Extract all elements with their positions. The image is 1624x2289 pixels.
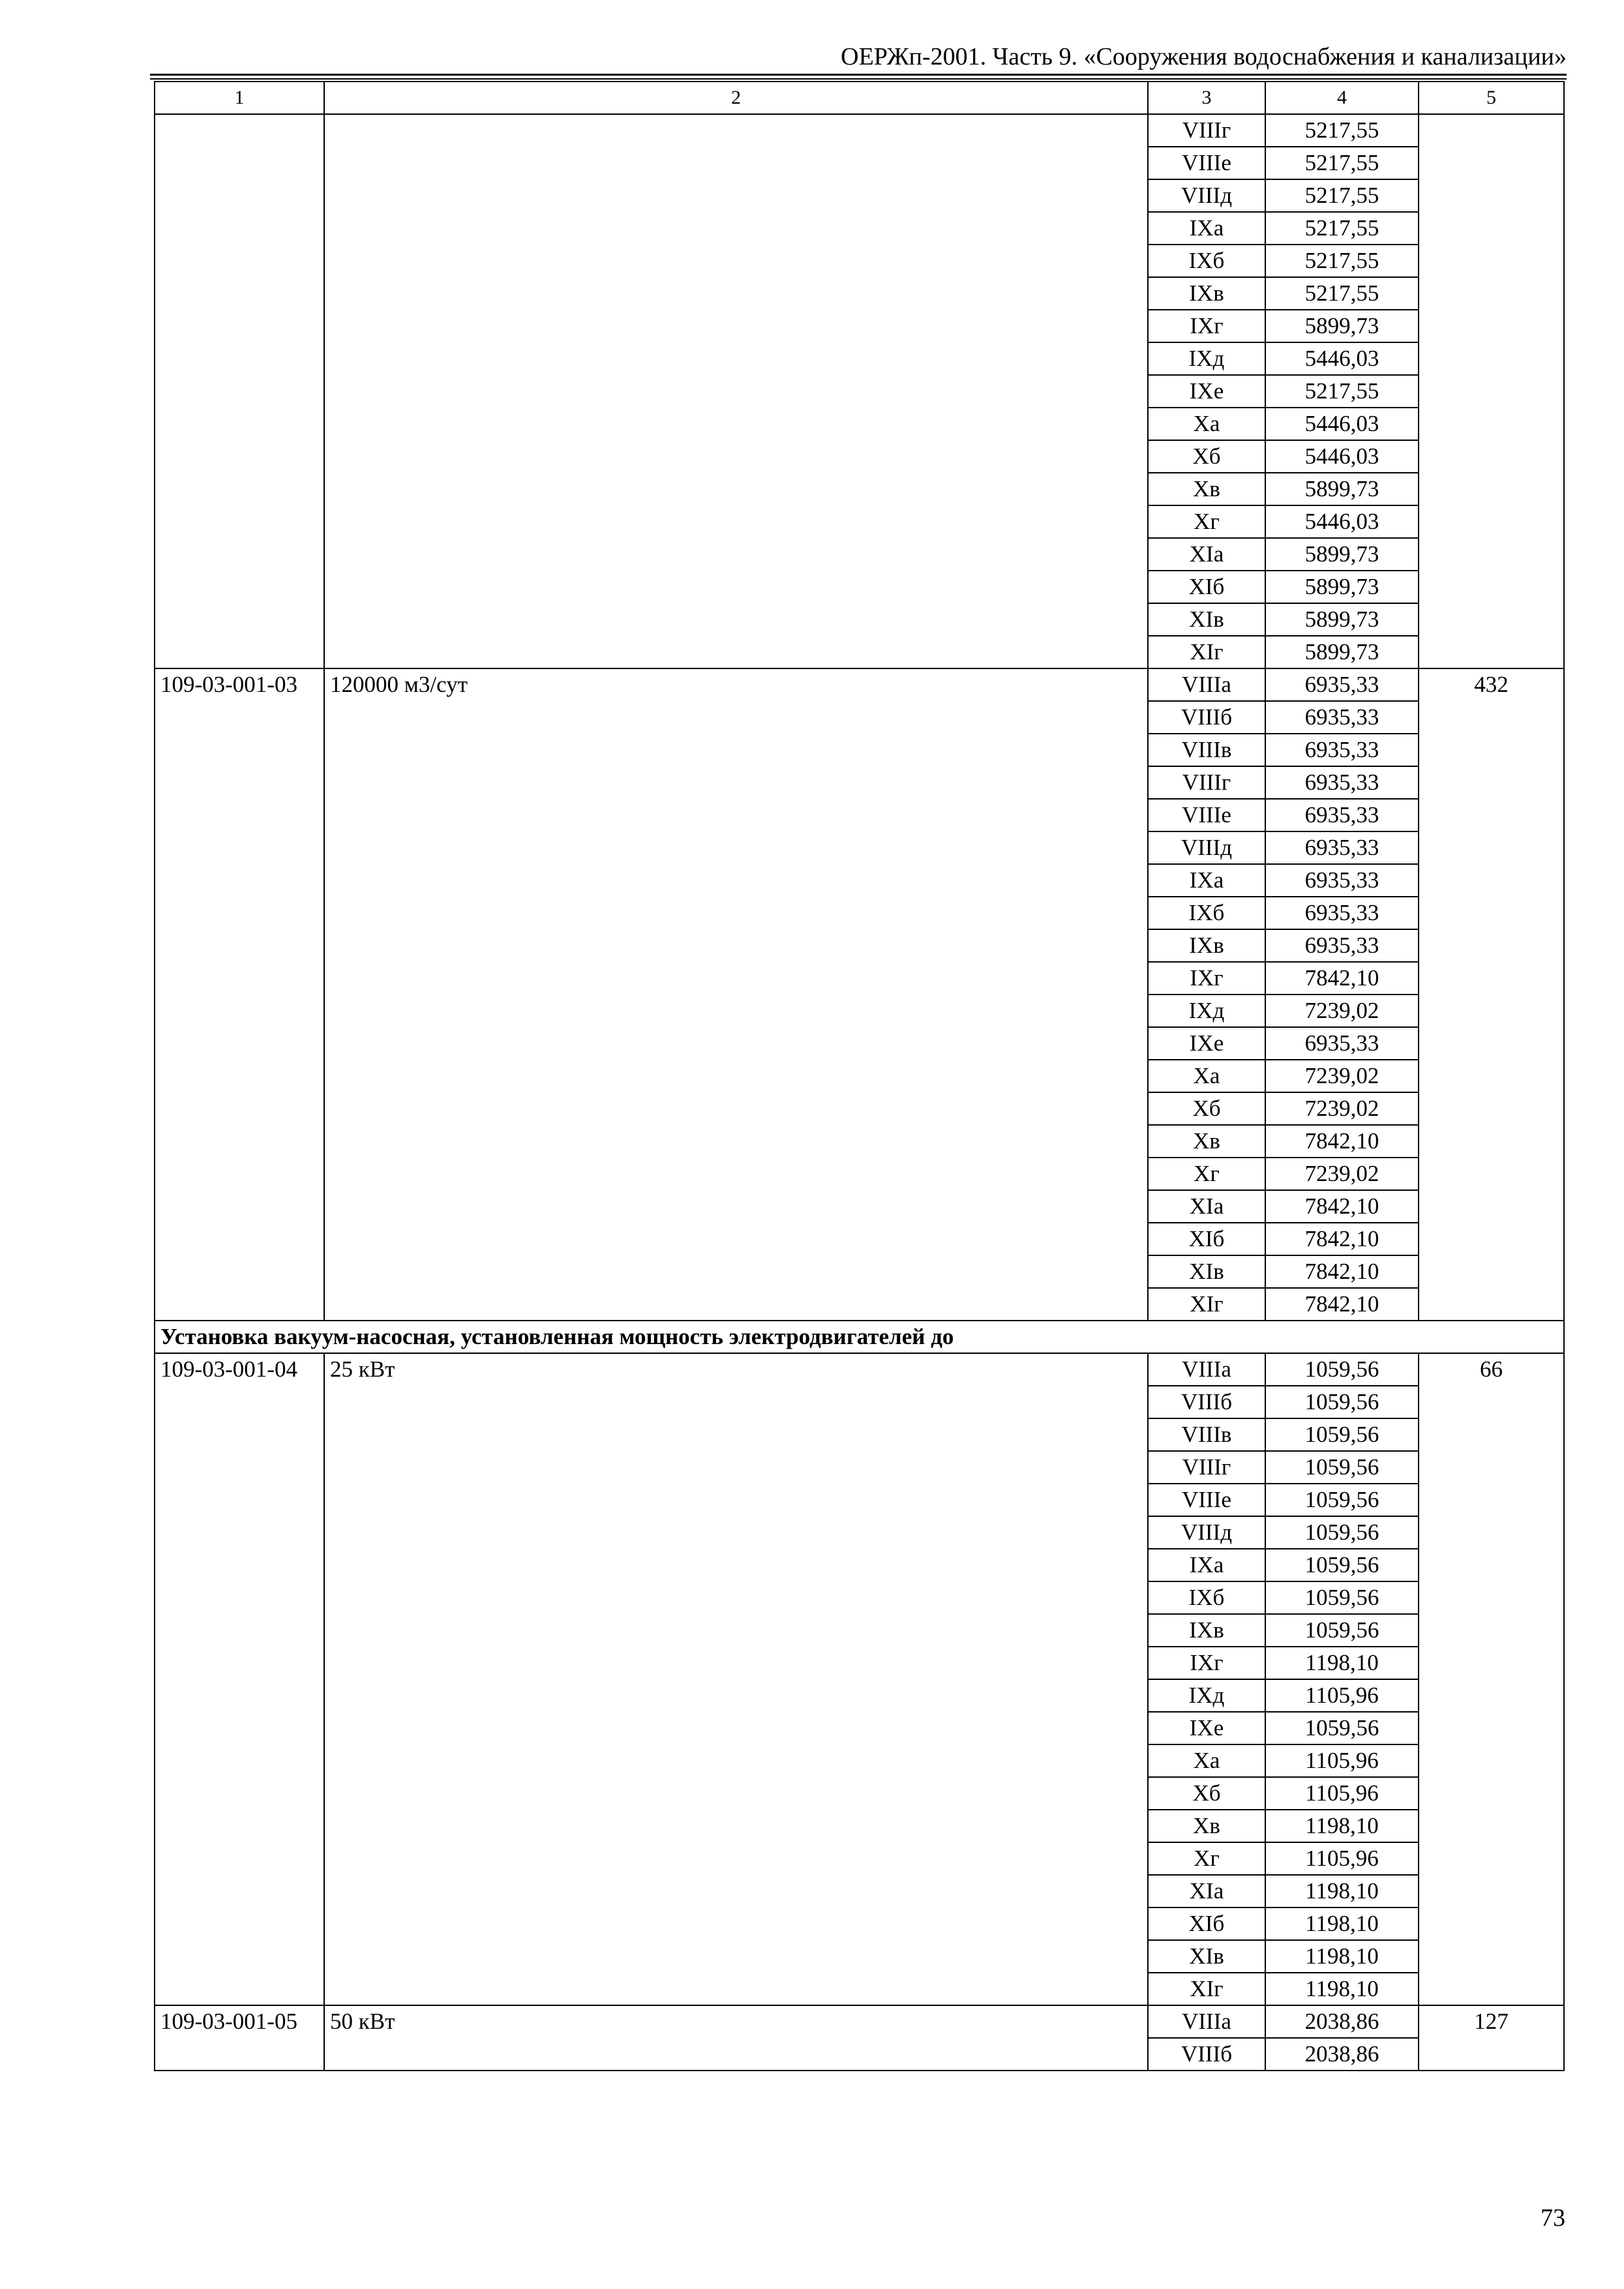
zone-cell: IXб xyxy=(1148,897,1265,929)
zone-cell: XIа xyxy=(1148,1875,1265,1908)
price-cell: 6935,33 xyxy=(1265,1027,1419,1060)
price-cell: 1059,56 xyxy=(1265,1484,1419,1516)
price-cell: 5217,55 xyxy=(1265,245,1419,277)
price-cell: 1198,10 xyxy=(1265,1875,1419,1908)
item-description xyxy=(324,114,1148,668)
page-header: ОЕРЖп-2001. Часть 9. «Сооружения водоснабжения и канализации» xyxy=(841,43,1567,70)
price-cell: 1105,96 xyxy=(1265,1679,1419,1712)
column5-value: 127 xyxy=(1419,2005,1564,2071)
price-cell: 1198,10 xyxy=(1265,1973,1419,2005)
zone-cell: IXв xyxy=(1148,277,1265,310)
price-cell: 1059,56 xyxy=(1265,1581,1419,1614)
column-number: 4 xyxy=(1265,82,1419,114)
item-code: 109-03-001-04 xyxy=(155,1353,324,2005)
column-number: 1 xyxy=(155,82,324,114)
price-cell: 6935,33 xyxy=(1265,734,1419,766)
zone-cell: XIг xyxy=(1148,1288,1265,1321)
price-cell: 7842,10 xyxy=(1265,962,1419,995)
price-cell: 6935,33 xyxy=(1265,668,1419,701)
price-cell: 5217,55 xyxy=(1265,179,1419,212)
price-cell: 1059,56 xyxy=(1265,1386,1419,1418)
zone-cell: Xа xyxy=(1148,408,1265,440)
zone-cell: IXг xyxy=(1148,310,1265,342)
zone-cell: IXе xyxy=(1148,1712,1265,1744)
zone-cell: VIIIв xyxy=(1148,734,1265,766)
zone-cell: Xб xyxy=(1148,1777,1265,1810)
zone-cell: IXд xyxy=(1148,342,1265,375)
zone-cell: VIIIг xyxy=(1148,114,1265,147)
price-cell: 1059,56 xyxy=(1265,1353,1419,1386)
page-number: 73 xyxy=(1541,2204,1565,2232)
price-cell: 1059,56 xyxy=(1265,1516,1419,1549)
price-cell: 1059,56 xyxy=(1265,1614,1419,1647)
table-row xyxy=(155,1353,1564,1386)
zone-cell: VIIIг xyxy=(1148,766,1265,799)
price-cell: 7842,10 xyxy=(1265,1255,1419,1288)
price-cell: 5446,03 xyxy=(1265,440,1419,473)
price-cell: 1198,10 xyxy=(1265,1908,1419,1940)
price-cell: 7842,10 xyxy=(1265,1190,1419,1223)
zone-cell: Xг xyxy=(1148,505,1265,538)
zone-cell: IXд xyxy=(1148,1679,1265,1712)
item-code: 109-03-001-05 xyxy=(155,2005,324,2071)
zone-cell: Xв xyxy=(1148,1125,1265,1158)
column-number: 2 xyxy=(324,82,1148,114)
price-cell: 5899,73 xyxy=(1265,310,1419,342)
price-cell: 1059,56 xyxy=(1265,1451,1419,1484)
price-cell: 7842,10 xyxy=(1265,1223,1419,1255)
price-cell: 7842,10 xyxy=(1265,1125,1419,1158)
zone-cell: XIг xyxy=(1148,1973,1265,2005)
section-title: Установка вакуум-насосная, установленная мощность электродвигателей до xyxy=(155,1321,1564,1353)
price-cell: 1105,96 xyxy=(1265,1842,1419,1875)
zone-cell: XIа xyxy=(1148,538,1265,571)
zone-cell: IXа xyxy=(1148,212,1265,245)
item-description: 120000 м3/сут xyxy=(324,668,1148,1321)
zone-cell: IXв xyxy=(1148,1614,1265,1647)
zone-cell: VIIIе xyxy=(1148,147,1265,179)
zone-cell: Xа xyxy=(1148,1744,1265,1777)
price-cell: 7239,02 xyxy=(1265,995,1419,1027)
price-cell: 5899,73 xyxy=(1265,473,1419,505)
price-cell: 2038,86 xyxy=(1265,2038,1419,2071)
item-code xyxy=(155,114,324,668)
zone-cell: VIIIб xyxy=(1148,701,1265,734)
zone-cell: VIIIд xyxy=(1148,1516,1265,1549)
item-description: 50 кВт xyxy=(324,2005,1148,2071)
price-cell: 1059,56 xyxy=(1265,1712,1419,1744)
zone-cell: Xа xyxy=(1148,1060,1265,1092)
price-cell: 6935,33 xyxy=(1265,929,1419,962)
zone-cell: Xг xyxy=(1148,1158,1265,1190)
price-cell: 5217,55 xyxy=(1265,212,1419,245)
zone-cell: IXв xyxy=(1148,929,1265,962)
zone-cell: IXа xyxy=(1148,864,1265,897)
zone-cell: XIг xyxy=(1148,636,1265,668)
zone-cell: IXе xyxy=(1148,1027,1265,1060)
price-cell: 5899,73 xyxy=(1265,538,1419,571)
price-cell: 6935,33 xyxy=(1265,766,1419,799)
price-table xyxy=(154,81,1565,2071)
item-code: 109-03-001-03 xyxy=(155,668,324,1321)
zone-cell: VIIIг xyxy=(1148,1451,1265,1484)
price-cell: 5446,03 xyxy=(1265,505,1419,538)
price-cell: 1059,56 xyxy=(1265,1418,1419,1451)
price-cell: 2038,86 xyxy=(1265,2005,1419,2038)
table-row xyxy=(155,2005,1564,2038)
zone-cell: IXе xyxy=(1148,375,1265,408)
price-cell: 5217,55 xyxy=(1265,375,1419,408)
header-rule xyxy=(150,74,1567,76)
price-cell: 1059,56 xyxy=(1265,1549,1419,1581)
price-cell: 5217,55 xyxy=(1265,277,1419,310)
zone-cell: VIIIе xyxy=(1148,799,1265,831)
zone-cell: Xб xyxy=(1148,1092,1265,1125)
price-cell: 6935,33 xyxy=(1265,864,1419,897)
zone-cell: XIв xyxy=(1148,1940,1265,1973)
header-rule-secondary xyxy=(150,78,1567,80)
column-number-row xyxy=(155,82,1564,114)
section-row xyxy=(155,1321,1564,1353)
table-row xyxy=(155,114,1564,147)
column5-value: 66 xyxy=(1419,1353,1564,2005)
table-row xyxy=(155,668,1564,701)
zone-cell: XIб xyxy=(1148,571,1265,603)
zone-cell: XIб xyxy=(1148,1223,1265,1255)
zone-cell: IXг xyxy=(1148,962,1265,995)
price-cell: 5446,03 xyxy=(1265,408,1419,440)
zone-cell: IXг xyxy=(1148,1647,1265,1679)
price-cell: 6935,33 xyxy=(1265,799,1419,831)
zone-cell: VIIIа xyxy=(1148,1353,1265,1386)
price-cell: 6935,33 xyxy=(1265,831,1419,864)
price-cell: 5217,55 xyxy=(1265,147,1419,179)
column-number: 5 xyxy=(1419,82,1564,114)
zone-cell: VIIIб xyxy=(1148,2038,1265,2071)
zone-cell: Xб xyxy=(1148,440,1265,473)
zone-cell: VIIIд xyxy=(1148,179,1265,212)
zone-cell: Xв xyxy=(1148,1810,1265,1842)
zone-cell: VIIIа xyxy=(1148,2005,1265,2038)
column-number: 3 xyxy=(1148,82,1265,114)
price-cell: 7842,10 xyxy=(1265,1288,1419,1321)
column5-value: 432 xyxy=(1419,668,1564,1321)
item-description: 25 кВт xyxy=(324,1353,1148,2005)
zone-cell: XIа xyxy=(1148,1190,1265,1223)
price-cell: 5899,73 xyxy=(1265,571,1419,603)
price-cell: 6935,33 xyxy=(1265,897,1419,929)
zone-cell: IXб xyxy=(1148,245,1265,277)
zone-cell: XIв xyxy=(1148,603,1265,636)
zone-cell: VIIIд xyxy=(1148,831,1265,864)
price-cell: 5217,55 xyxy=(1265,114,1419,147)
zone-cell: Xг xyxy=(1148,1842,1265,1875)
price-cell: 7239,02 xyxy=(1265,1158,1419,1190)
zone-cell: XIв xyxy=(1148,1255,1265,1288)
price-cell: 1105,96 xyxy=(1265,1777,1419,1810)
zone-cell: Xв xyxy=(1148,473,1265,505)
price-cell: 5899,73 xyxy=(1265,603,1419,636)
price-cell: 5899,73 xyxy=(1265,636,1419,668)
price-cell: 7239,02 xyxy=(1265,1092,1419,1125)
price-cell: 5446,03 xyxy=(1265,342,1419,375)
price-cell: 7239,02 xyxy=(1265,1060,1419,1092)
price-cell: 6935,33 xyxy=(1265,701,1419,734)
zone-cell: VIIIб xyxy=(1148,1386,1265,1418)
zone-cell: IXа xyxy=(1148,1549,1265,1581)
column5-value xyxy=(1419,114,1564,668)
price-cell: 1198,10 xyxy=(1265,1810,1419,1842)
zone-cell: IXб xyxy=(1148,1581,1265,1614)
price-cell: 1105,96 xyxy=(1265,1744,1419,1777)
zone-cell: VIIIв xyxy=(1148,1418,1265,1451)
price-cell: 1198,10 xyxy=(1265,1647,1419,1679)
price-cell: 1198,10 xyxy=(1265,1940,1419,1973)
zone-cell: XIб xyxy=(1148,1908,1265,1940)
price-table-body xyxy=(155,82,1564,2071)
zone-cell: IXд xyxy=(1148,995,1265,1027)
zone-cell: VIIIе xyxy=(1148,1484,1265,1516)
zone-cell: VIIIа xyxy=(1148,668,1265,701)
